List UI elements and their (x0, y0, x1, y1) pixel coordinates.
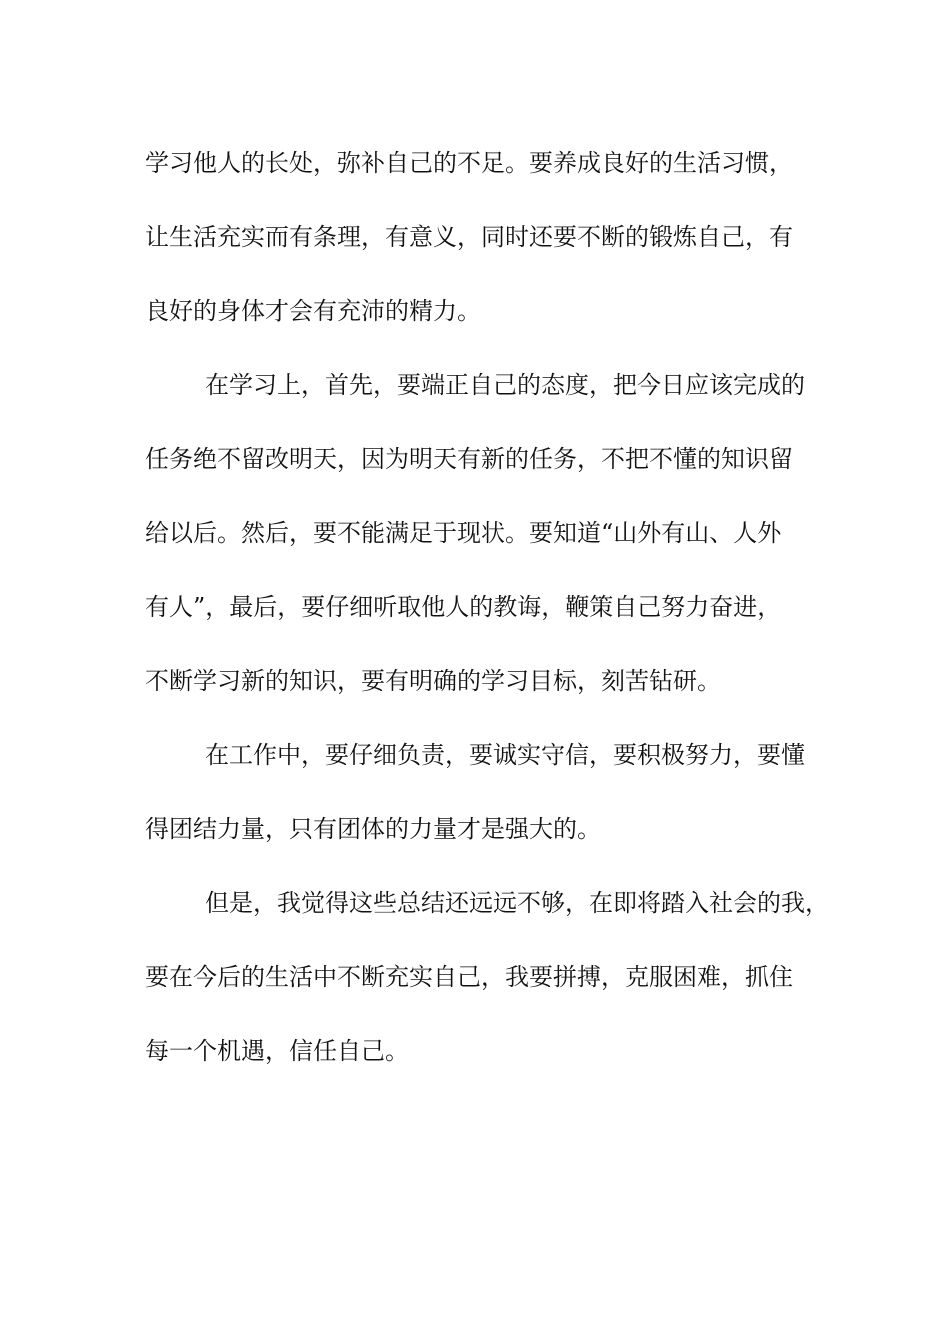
paragraph-start-line: 在学习上，首先，要端正自己的态度，把今日应该完成的 (205, 371, 805, 399)
document-body (145, 126, 829, 1088)
paragraph-start-line: 但是，我觉得这些总结还远远不够，在即将踏入社会的我， (205, 889, 829, 917)
text-line: 得团结力量，只有团体的力量才是强大的。 (145, 815, 601, 843)
text-line: 学习他人的长处，弥补自己的不足。要养成良好的生活习惯， (145, 149, 793, 177)
paragraph-start-line: 在工作中，要仔细负责，要诚实守信，要积极努力，要懂 (205, 741, 805, 769)
text-line: 让生活充实而有条理，有意义，同时还要不断的锻炼自己，有 (145, 223, 793, 251)
text-line: 不断学习新的知识，要有明确的学习目标，刻苦钻研。 (145, 667, 721, 695)
text-line: 任务绝不留改明天，因为明天有新的任务，不把不懂的知识留 (145, 445, 793, 473)
text-line: 有人”，最后，要仔细听取他人的教诲，鞭策自己努力奋进， (145, 593, 782, 621)
text-line: 给以后。然后，要不能满足于现状。要知道“山外有山、人外 (145, 519, 782, 547)
text-line: 要在今后的生活中不断充实自己，我要拼搏，克服困难，抓住 (145, 963, 793, 991)
text-line: 良好的身体才会有充沛的精力。 (145, 297, 481, 325)
text-line: 每一个机遇，信任自己。 (145, 1037, 409, 1065)
